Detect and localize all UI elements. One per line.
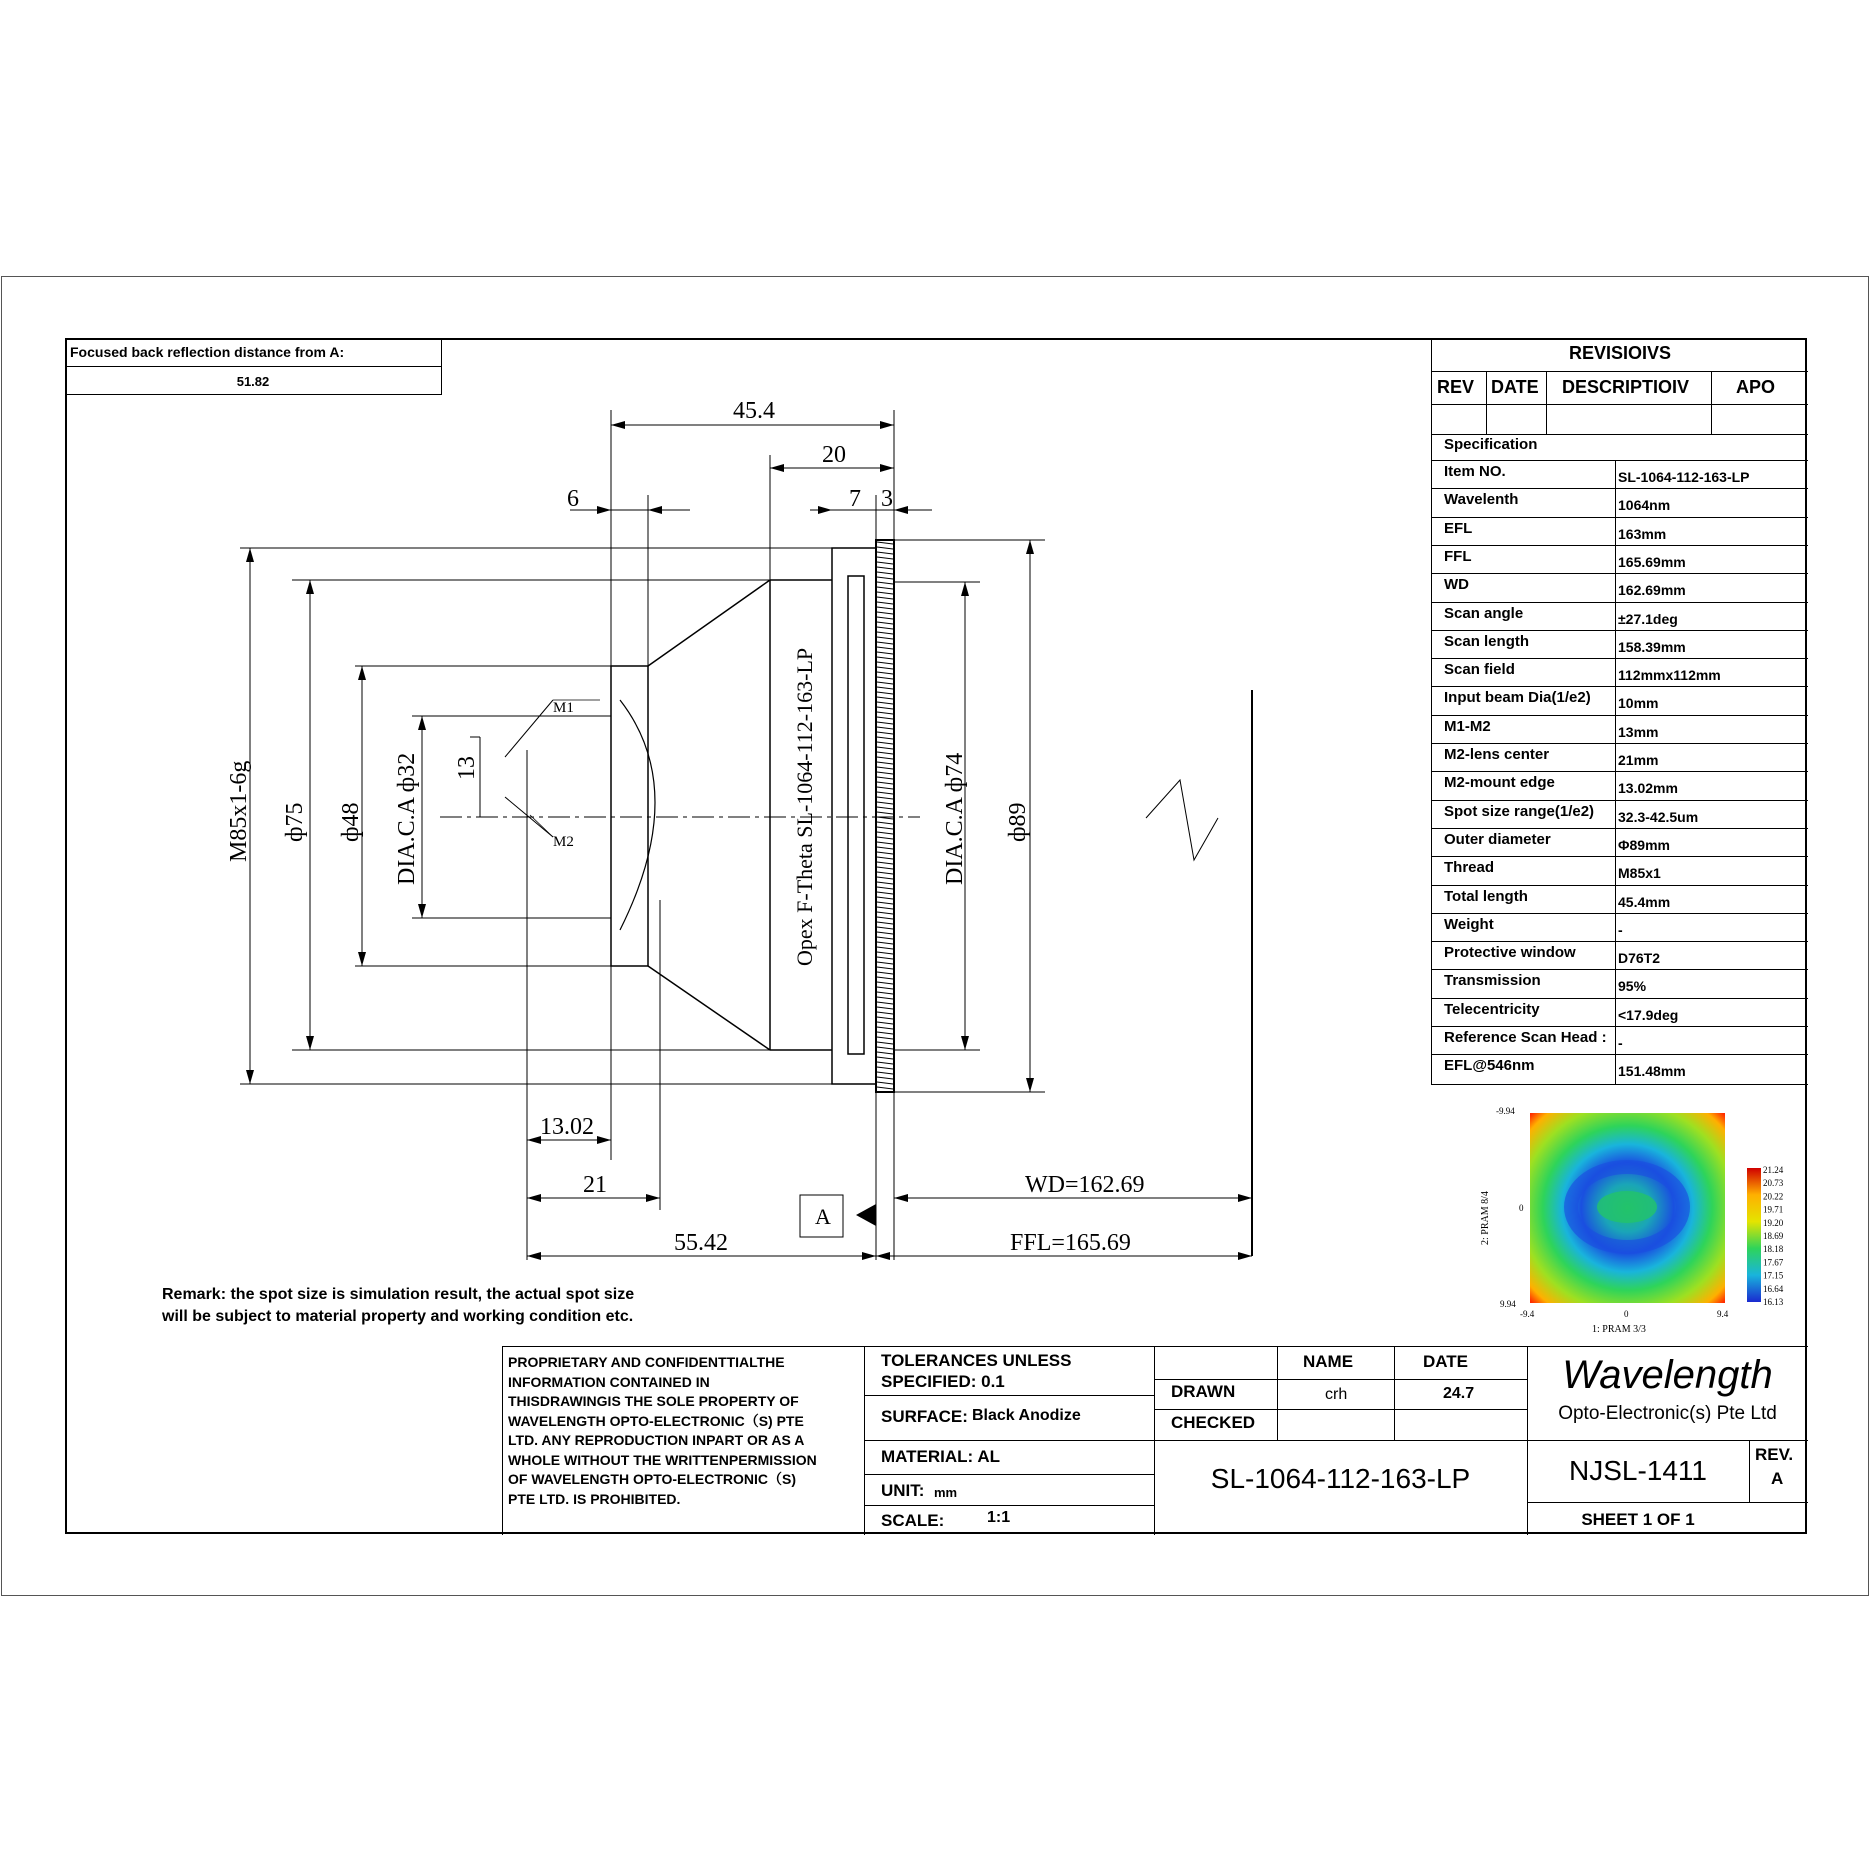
spec-row-value: 13mm (1618, 723, 1659, 740)
spec-row-value: 1064nm (1618, 497, 1671, 514)
dimension-arrowhead (1026, 1078, 1034, 1092)
dimension-arrowhead (876, 1252, 890, 1260)
dim-13-02: 13.02 (540, 1114, 594, 1140)
surface-value: Black Anodize (972, 1407, 1081, 1424)
dim-dia-74: DIA.C.A ф74 (942, 752, 968, 885)
remark-line-1: Remark: the spot size is simulation result, the actual spot size (162, 1286, 635, 1303)
scale-tick-label: 17.67 (1763, 1257, 1784, 1268)
y-axis-label: 2: PRAM 8/4 (1480, 1191, 1491, 1245)
spec-row-value: 112mmx112mm (1618, 667, 1721, 684)
spec-row-key: M2-lens center (1444, 746, 1550, 763)
spec-row-key: M2-mount edge (1444, 774, 1555, 792)
date-header: DATE (1423, 1352, 1469, 1371)
dimension-arrowhead (597, 506, 611, 514)
spec-row-key: Transmission (1444, 972, 1541, 990)
dimension-arrowhead (306, 580, 314, 594)
spec-row-key: Wavelenth (1444, 491, 1519, 509)
scale-tick-label: 21.24 (1763, 1165, 1784, 1175)
spec-row-key: Outer diameter (1444, 830, 1551, 848)
dimension-arrowhead (527, 1194, 541, 1202)
dimension-arrowhead (894, 506, 908, 514)
dim-21: 21 (583, 1172, 607, 1198)
dimension-arrowhead (1238, 1194, 1252, 1202)
revisions-title: REVISIOIVS (1568, 343, 1672, 363)
x-axis-label: 1: PRAM 3/3 (1592, 1324, 1646, 1335)
spec-row-value: 13.02mm (1618, 780, 1678, 797)
dimension-arrowhead (611, 421, 625, 429)
dim-thread: M85x1-6g (226, 760, 252, 862)
m1-label: M1 (553, 700, 574, 716)
rev-label: REV. (1755, 1445, 1794, 1464)
spec-row-value: 10mm (1618, 695, 1659, 712)
dimension-arrowhead (246, 1070, 254, 1084)
spec-row-value: 165.69mm (1618, 553, 1686, 570)
dimension-arrowhead (770, 464, 784, 472)
proprietary-notice: PROPRIETARY AND CONFIDENTTIALTHE INFORMATION CONTAINED IN THISDRAWINGIS THE SOLE PROPERTY OF WAVELENGTH OPTO-ELECTRONIC（S) PTE LTD. ANY REPRODUCTION INPART OR AS A WHOLE WITHOUT THE WRITTENPERMISSION OF WAVELENGTH OPTO-ELECTRONIC（S) PTE LTD. IS PROHIBITED. (508, 1354, 817, 1507)
x-tick-right: 9.4 (1717, 1309, 1729, 1319)
material: MATERIAL: AL (881, 1447, 1000, 1466)
dimension-arrowhead (880, 421, 894, 429)
spec-row-key: Item NO. (1444, 463, 1506, 480)
scale-tick-label: 18.69 (1763, 1231, 1784, 1241)
dimension-arrowhead (418, 716, 426, 730)
rev-header-rev: REV (1437, 377, 1475, 397)
dim-ffl: FFL=165.69 (1010, 1230, 1131, 1256)
scale-label: SCALE: (881, 1511, 945, 1530)
dimension-arrowhead (646, 1194, 660, 1202)
spec-row-value: D76T2 (1618, 950, 1661, 967)
m2-label: M2 (553, 834, 574, 850)
spec-row-key: Thread (1444, 859, 1495, 877)
rev-header-description: DESCRIPTIOIV (1562, 377, 1690, 397)
dimension-arrowhead (818, 506, 832, 514)
dimension-arrowhead (358, 666, 366, 680)
spec-row-value: SL-1064-112-163-LP (1618, 469, 1750, 485)
spec-row-value: - (1618, 921, 1623, 938)
dimension-arrowhead (418, 904, 426, 918)
y-tick-mid: 0 (1519, 1203, 1524, 1213)
spec-row-value: 21mm (1618, 752, 1659, 768)
dim-dia-32: DIA.C.A ф32 (394, 752, 420, 885)
rev-value: A (1771, 1469, 1784, 1488)
spec-row-value: M85x1 (1618, 865, 1661, 882)
mount-tube-front (611, 666, 648, 966)
dimension-arrowhead (246, 548, 254, 562)
spec-row-key: Scan length (1444, 632, 1530, 650)
spec-row-key: M1-M2 (1444, 717, 1491, 735)
datum-a: A (815, 1204, 831, 1229)
spec-row-value: ±27.1deg (1618, 610, 1678, 627)
company-logo: Wavelength (1562, 1353, 1773, 1397)
spec-row-key: FFL (1444, 547, 1472, 565)
spec-row-value: 32.3-42.5um (1618, 808, 1699, 825)
rev-header-date: DATE (1491, 377, 1539, 397)
dim-d48: ф48 (338, 802, 364, 842)
sheet-number: SHEET 1 OF 1 (1581, 1510, 1695, 1529)
spec-row-value: 151.48mm (1618, 1063, 1686, 1080)
x-tick-mid: 0 (1624, 1309, 1629, 1319)
unit-value: mm (934, 1485, 958, 1500)
scale-tick-label: 16.13 (1763, 1297, 1784, 1307)
scale-tick-label: 20.73 (1763, 1178, 1784, 1189)
spec-row-key: Telecentricity (1444, 1000, 1540, 1018)
scale-value: 1:1 (987, 1509, 1011, 1526)
remark-line-2: will be subject to material property and working condition etc. (162, 1308, 634, 1325)
rev-header-apo: APO (1736, 377, 1776, 397)
dimension-arrowhead (306, 1036, 314, 1050)
scale-tick-label: 16.64 (1763, 1283, 1784, 1294)
x-tick-left: -9.4 (1520, 1309, 1535, 1319)
surface-label: SURFACE: (881, 1407, 968, 1426)
dim-3: 3 (881, 486, 893, 512)
dimension-arrowhead (648, 506, 662, 514)
spec-row-key: WD (1444, 576, 1469, 594)
name-header: NAME (1303, 1352, 1354, 1371)
scale-tick-label: 19.20 (1763, 1217, 1784, 1228)
dimension-arrowhead (527, 1252, 541, 1260)
spec-row-key: Scan field (1444, 661, 1515, 679)
spec-row-value: <17.9deg (1618, 1006, 1679, 1023)
spec-row-value: 95% (1618, 978, 1647, 995)
y-tick-top: -9.94 (1496, 1106, 1515, 1116)
spec-row-key: EFL (1444, 519, 1473, 537)
spec-row-key: Total length (1444, 887, 1528, 905)
y-tick-bottom: 9.94 (1500, 1299, 1516, 1309)
drawn-date: 24.7 (1443, 1385, 1475, 1402)
dimension-arrowhead (862, 1252, 876, 1260)
dimension-arrowhead (358, 952, 366, 966)
dimension-arrowhead (1238, 1252, 1252, 1260)
spec-row-value: - (1618, 1035, 1623, 1051)
dimension-arrowhead (894, 1194, 908, 1202)
drawn-label: DRAWN (1171, 1382, 1236, 1401)
scale-tick-label: 17.15 (1763, 1270, 1784, 1281)
spec-row-key: Spot size range(1/e2) (1444, 802, 1595, 820)
dimension-arrowhead (527, 1136, 541, 1144)
tolerances-1: TOLERANCES UNLESS (881, 1351, 1072, 1370)
spec-title: Specification (1444, 436, 1538, 453)
dim-45-4: 45.4 (733, 398, 775, 424)
dimension-arrowhead (880, 464, 894, 472)
part-number: SL-1064-112-163-LP (1210, 1463, 1471, 1494)
dim-d75: ф75 (282, 802, 308, 842)
dim-55-42: 55.42 (674, 1230, 728, 1256)
dim-13: 13 (454, 756, 480, 780)
spec-row-key: Protective window (1444, 944, 1576, 962)
scale-tick-label: 20.22 (1763, 1191, 1784, 1202)
dimension-arrowhead (1026, 540, 1034, 554)
focus-box-value: 51.82 (236, 374, 270, 389)
spec-row-value: 158.39mm (1618, 638, 1686, 655)
scale-tick-label: 18.18 (1763, 1244, 1784, 1255)
dim-wd: WD=162.69 (1025, 1172, 1145, 1198)
spec-row-key: Scan angle (1444, 604, 1524, 622)
checked-label: CHECKED (1171, 1413, 1256, 1432)
spec-row-value: 162.69mm (1618, 582, 1686, 599)
title-block (502, 1346, 1808, 1535)
spec-row-value: 45.4mm (1618, 893, 1671, 910)
barrel-engraving: Opex F-Theta SL-1064-112-163-LP (792, 647, 817, 966)
dim-d89: ф89 (1005, 802, 1031, 842)
drawing-number: NJSL-1411 (1568, 1455, 1707, 1486)
dim-20: 20 (822, 442, 846, 468)
drawn-name: crh (1325, 1386, 1348, 1403)
spec-row-value: Φ89mm (1618, 836, 1670, 853)
spec-row-key: EFL@546nm (1444, 1057, 1535, 1075)
dimension-arrowhead (597, 1136, 611, 1144)
focus-box-label: Focused back reflection distance from A: (70, 344, 345, 360)
company-subtitle: Opto-Electronic(s) Pte Ltd (1558, 1403, 1777, 1424)
dimension-arrowhead (961, 582, 969, 596)
tolerances-2: SPECIFIED: 0.1 (881, 1372, 1005, 1391)
scale-tick-label: 19.71 (1763, 1204, 1784, 1215)
unit-label: UNIT: (881, 1481, 925, 1500)
spec-row-key: Reference Scan Head : (1444, 1029, 1607, 1046)
dim-6: 6 (567, 486, 579, 512)
spec-row-key: Weight (1444, 915, 1494, 933)
spec-row-value: 163mm (1618, 525, 1667, 542)
spec-row-key: Input beam Dia(1/e2) (1444, 689, 1591, 707)
dim-7: 7 (849, 486, 861, 512)
dimension-arrowhead (961, 1036, 969, 1050)
